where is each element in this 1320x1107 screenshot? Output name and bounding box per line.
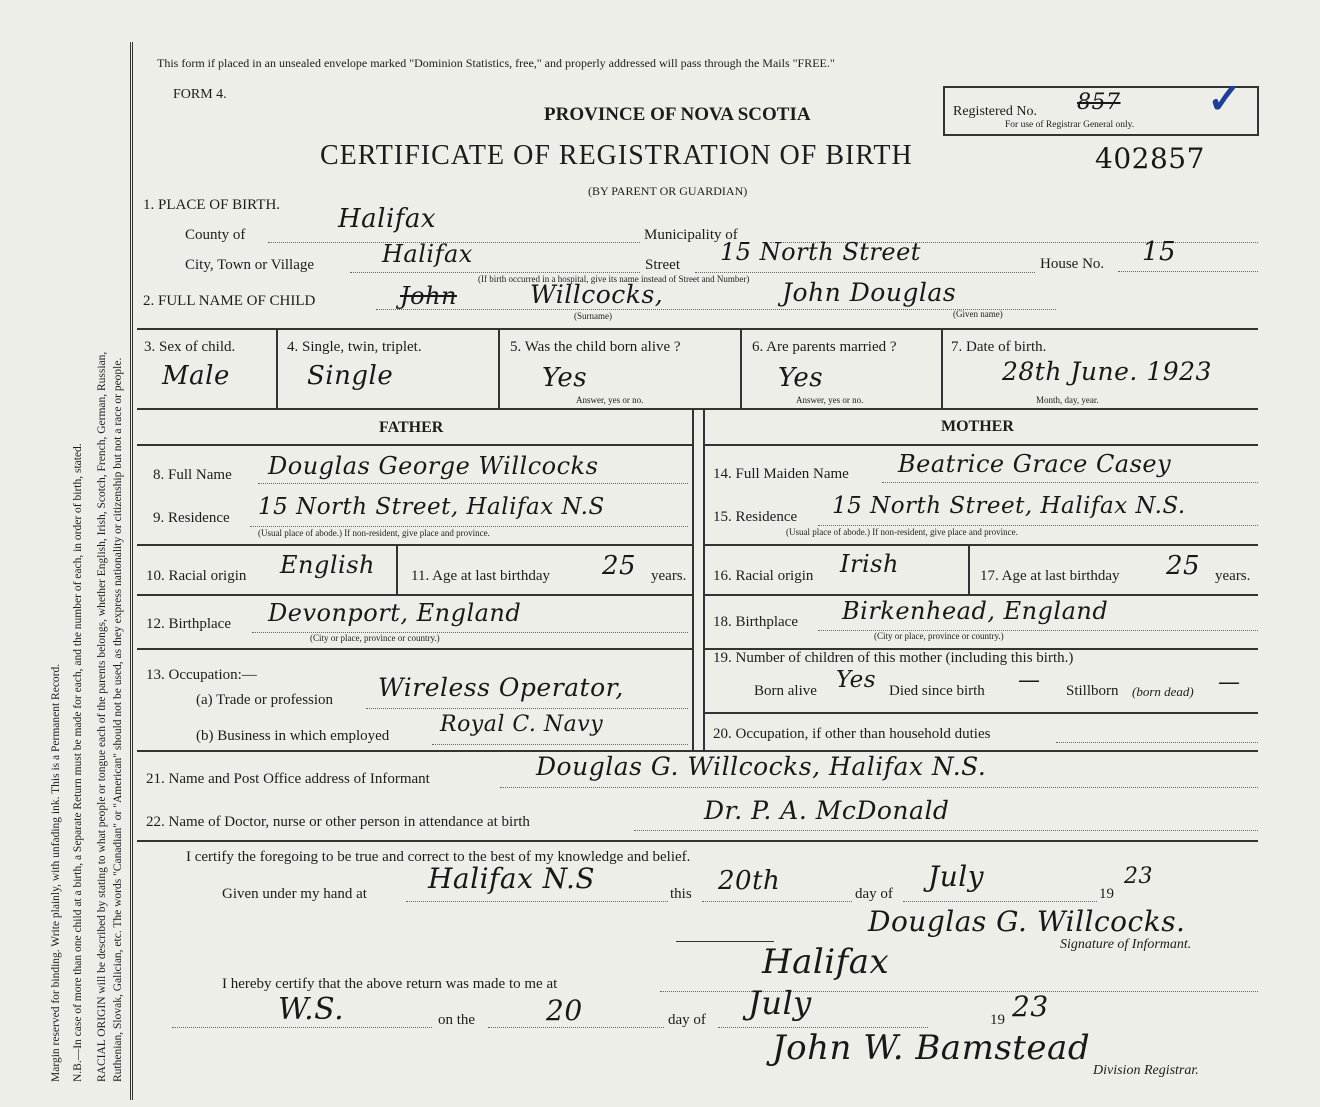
mother-residence-line bbox=[818, 525, 1258, 526]
father-rule-1 bbox=[137, 544, 693, 546]
father-name-label: 8. Full Name bbox=[153, 467, 232, 483]
parents-married-value: Yes bbox=[778, 363, 824, 393]
father-name-value: Douglas George Willcocks bbox=[268, 452, 599, 480]
house-number-label: House No. bbox=[1040, 256, 1105, 272]
trade-line bbox=[366, 708, 688, 709]
child-given-name: John Douglas bbox=[782, 278, 957, 307]
registrar-day-line bbox=[488, 1027, 664, 1028]
born-alive-note: Answer, yes or no. bbox=[576, 395, 644, 405]
father-column-rule bbox=[692, 410, 694, 750]
registrar-signature: John W. Bamstead bbox=[772, 1028, 1091, 1068]
margin-note-3: RACIAL ORIGIN will be described by stating to what people or tongue each of the parents belongs, whether English, Irish, Scotch, French, German, Russian, bbox=[96, 351, 108, 1082]
mother-age-rule bbox=[968, 546, 970, 594]
children-count-label: 19. Number of children of this mother (including this birth.) bbox=[713, 650, 1074, 666]
registrar-general-note: For use of Registrar General only. bbox=[1005, 120, 1135, 130]
hospital-note: (If birth occurred in a hospital, give its name instead of Street and Number) bbox=[478, 274, 750, 284]
mother-heading-rule bbox=[704, 444, 1258, 446]
father-residence-line bbox=[250, 526, 688, 527]
mother-name-line bbox=[882, 482, 1258, 483]
col-rule-4 bbox=[941, 330, 943, 408]
mother-column-rule bbox=[703, 410, 705, 750]
row-rule-1 bbox=[137, 328, 1258, 330]
father-race-label: 10. Racial origin bbox=[146, 568, 247, 584]
street-value: 15 North Street bbox=[720, 238, 921, 266]
mother-birthplace-label: 18. Birthplace bbox=[713, 614, 798, 630]
given-year-suffix: 23 bbox=[1124, 864, 1153, 889]
given-name-note: (Given name) bbox=[953, 309, 1003, 319]
given-month-line bbox=[903, 901, 1097, 902]
father-residence-label: 9. Residence bbox=[153, 510, 230, 526]
business-value: Royal C. Navy bbox=[440, 712, 604, 737]
registered-label: Registered No. bbox=[953, 104, 1037, 119]
informant-signature-label: Signature of Informant. bbox=[1060, 937, 1192, 952]
father-heading-rule bbox=[137, 444, 693, 446]
sex-value: Male bbox=[162, 361, 230, 391]
given-year-prefix: 19 bbox=[1099, 886, 1114, 902]
died-since-birth-value: — bbox=[1018, 668, 1041, 693]
doctor-label: 22. Name of Doctor, nurse or other person in attendance at birth bbox=[146, 814, 530, 830]
registrar-initials-line bbox=[172, 1027, 432, 1028]
mother-rule-4 bbox=[704, 712, 1258, 714]
province-heading: PROVINCE OF NOVA SCOTIA bbox=[544, 104, 811, 125]
col-rule-3 bbox=[740, 330, 742, 408]
given-place-line bbox=[406, 901, 668, 902]
margin-note-2: N.B.—In case of more than one child at a birth, a Separate Return must be made for each, and the number of each, in order of birth, stated. bbox=[72, 443, 84, 1082]
house-number-value: 15 bbox=[1142, 237, 1177, 267]
born-alive-label: 5. Was the child born alive ? bbox=[510, 339, 681, 355]
died-since-birth-label: Died since birth bbox=[889, 683, 985, 699]
mother-occupation-label: 20. Occupation, if other than household duties bbox=[713, 726, 991, 742]
street-label: Street bbox=[645, 257, 680, 273]
given-under-label: Given under my hand at bbox=[222, 886, 367, 902]
registrar-day-value: 20 bbox=[546, 994, 583, 1027]
mother-residence-value: 15 North Street, Halifax N.S. bbox=[832, 493, 1186, 519]
row-rule-2 bbox=[137, 408, 1258, 410]
certificate-subtitle: (BY PARENT OR GUARDIAN) bbox=[588, 184, 748, 198]
father-rule-3 bbox=[137, 648, 693, 650]
col-rule-2 bbox=[498, 330, 500, 408]
doctor-line bbox=[634, 830, 1258, 831]
child-name-label: 2. FULL NAME OF CHILD bbox=[143, 293, 316, 309]
parents-married-label: 6. Are parents married ? bbox=[752, 339, 897, 355]
father-residence-note: (Usual place of abode.) If non-resident, give place and province. bbox=[258, 528, 490, 538]
given-day-of-label: day of bbox=[855, 886, 893, 902]
registrar-on-the-label: on the bbox=[438, 1012, 476, 1028]
multiple-label: 4. Single, twin, triplet. bbox=[287, 339, 422, 355]
stillborn-value: — bbox=[1218, 670, 1241, 695]
signature-line-left bbox=[676, 941, 774, 942]
mother-race-label: 16. Racial origin bbox=[713, 568, 814, 584]
municipality-label: Municipality of bbox=[644, 227, 738, 243]
father-residence-value: 15 North Street, Halifax N.S bbox=[258, 494, 605, 520]
mother-residence-note: (Usual place of abode.) If non-resident, give place and province. bbox=[786, 527, 1018, 537]
multiple-value: Single bbox=[307, 361, 394, 391]
registered-box bbox=[943, 77, 1259, 136]
form-number: FORM 4. bbox=[173, 87, 227, 102]
mother-residence-label: 15. Residence bbox=[713, 509, 798, 525]
father-birthplace-note: (City or place, province or country.) bbox=[310, 633, 440, 643]
registrar-day-of-label: day of bbox=[668, 1012, 706, 1028]
doctor-value: Dr. P. A. McDonald bbox=[704, 796, 950, 825]
father-occupation-label: 13. Occupation:— bbox=[146, 667, 257, 683]
certificate-title: CERTIFICATE OF REGISTRATION OF BIRTH bbox=[320, 140, 913, 171]
mother-age-value: 25 bbox=[1166, 551, 1201, 581]
house-number-line bbox=[1118, 271, 1258, 272]
mother-birthplace-value: Birkenhead, England bbox=[842, 597, 1109, 625]
date-of-birth-label: 7. Date of birth. bbox=[951, 339, 1047, 355]
place-of-birth-label: 1. PLACE OF BIRTH. bbox=[143, 197, 281, 213]
father-birthplace-value: Devonport, England bbox=[268, 599, 522, 627]
father-rule-2 bbox=[137, 594, 693, 596]
given-month-value: July bbox=[928, 860, 985, 893]
mother-heading: MOTHER bbox=[941, 418, 1014, 435]
registrar-year-suffix: 23 bbox=[1012, 990, 1049, 1023]
margin-note-4: Ruthenian, Slovak, Galician, etc. The words "Canadian" or "American" should not be used, as they express nationality or citizenship but not a race or people. bbox=[112, 357, 124, 1082]
child-name-struck: John bbox=[400, 282, 457, 310]
registrar-year-prefix: 19 bbox=[990, 1012, 1005, 1028]
trade-label: (a) Trade or profession bbox=[196, 692, 334, 708]
stillborn-label: Stillborn bbox=[1066, 683, 1119, 699]
father-heading: FATHER bbox=[379, 419, 444, 436]
mother-age-label: 17. Age at last birthday bbox=[980, 568, 1120, 584]
county-value: Halifax bbox=[338, 204, 437, 234]
certify-statement: I certify the foregoing to be true and correct to the best of my knowledge and belief. bbox=[186, 849, 691, 865]
row-rule-4 bbox=[137, 840, 1258, 842]
mother-rule-2 bbox=[704, 594, 1258, 596]
registrar-month-value: July bbox=[748, 984, 812, 1022]
given-this-label: this bbox=[670, 886, 692, 902]
parents-married-note: Answer, yes or no. bbox=[796, 395, 864, 405]
sex-label: 3. Sex of child. bbox=[144, 339, 236, 355]
given-place-value: Halifax N.S bbox=[428, 862, 596, 895]
col-rule-1 bbox=[276, 330, 278, 408]
margin-note-1: Margin reserved for binding. Write plainly, with unfading ink. This is a Permanent Record. bbox=[50, 663, 62, 1082]
given-day-line bbox=[702, 901, 852, 902]
born-alive-count-value: Yes bbox=[836, 667, 877, 693]
child-surname: Willcocks, bbox=[530, 280, 664, 309]
father-race-value: English bbox=[280, 551, 375, 579]
checkmark-icon: ✓ bbox=[1207, 77, 1243, 123]
registrar-signature-label: Division Registrar. bbox=[1093, 1063, 1199, 1078]
county-label: County of bbox=[185, 227, 246, 243]
father-age-rule bbox=[396, 546, 398, 594]
business-line bbox=[432, 744, 688, 745]
mother-rule-1 bbox=[704, 544, 1258, 546]
born-alive-value: Yes bbox=[542, 363, 588, 393]
informant-line bbox=[500, 787, 1258, 788]
registrar-initials: W.S. bbox=[278, 992, 345, 1027]
city-line bbox=[350, 272, 640, 273]
street-line bbox=[695, 272, 1035, 273]
mother-birthplace-note: (City or place, province or country.) bbox=[874, 631, 1004, 641]
born-alive-count-label: Born alive bbox=[754, 683, 817, 699]
given-day-value: 20th bbox=[718, 866, 781, 896]
informant-label: 21. Name and Post Office address of Informant bbox=[146, 771, 430, 787]
informant-signature: Douglas G. Willcocks. bbox=[868, 905, 1186, 938]
registrar-place-value: Halifax bbox=[762, 942, 890, 982]
father-birthplace-label: 12. Birthplace bbox=[146, 616, 231, 632]
mother-name-label: 14. Full Maiden Name bbox=[713, 466, 849, 482]
informant-value: Douglas G. Willcocks, Halifax N.S. bbox=[536, 752, 987, 781]
father-years-label: years. bbox=[651, 568, 687, 584]
postal-note: This form if placed in an unsealed envelope marked "Dominion Statistics, free," and properly addressed will pass through the Mails "FREE." bbox=[157, 56, 835, 70]
father-name-line bbox=[258, 483, 688, 484]
city-label: City, Town or Village bbox=[185, 257, 315, 273]
date-of-birth-note: Month, day, year. bbox=[1036, 395, 1099, 405]
mother-occupation-line bbox=[1056, 742, 1258, 743]
father-age-label: 11. Age at last birthday bbox=[411, 568, 550, 584]
stillborn-note: (born dead) bbox=[1132, 684, 1194, 699]
city-value: Halifax bbox=[382, 240, 473, 268]
registered-number: 857 bbox=[1077, 90, 1121, 115]
trade-value: Wireless Operator, bbox=[378, 673, 624, 702]
mother-name-value: Beatrice Grace Casey bbox=[898, 450, 1172, 478]
mother-years-label: years. bbox=[1215, 568, 1251, 584]
date-of-birth-value: 28th June. 1923 bbox=[1002, 357, 1212, 386]
registrar-statement: I hereby certify that the above return was made to me at bbox=[222, 976, 558, 992]
father-age-value: 25 bbox=[602, 551, 637, 581]
certificate-number: 402857 bbox=[1095, 142, 1205, 175]
mother-race-value: Irish bbox=[840, 550, 899, 578]
surname-note: (Surname) bbox=[574, 311, 612, 321]
margin-rule bbox=[130, 42, 133, 1100]
business-label: (b) Business in which employed bbox=[196, 728, 390, 744]
